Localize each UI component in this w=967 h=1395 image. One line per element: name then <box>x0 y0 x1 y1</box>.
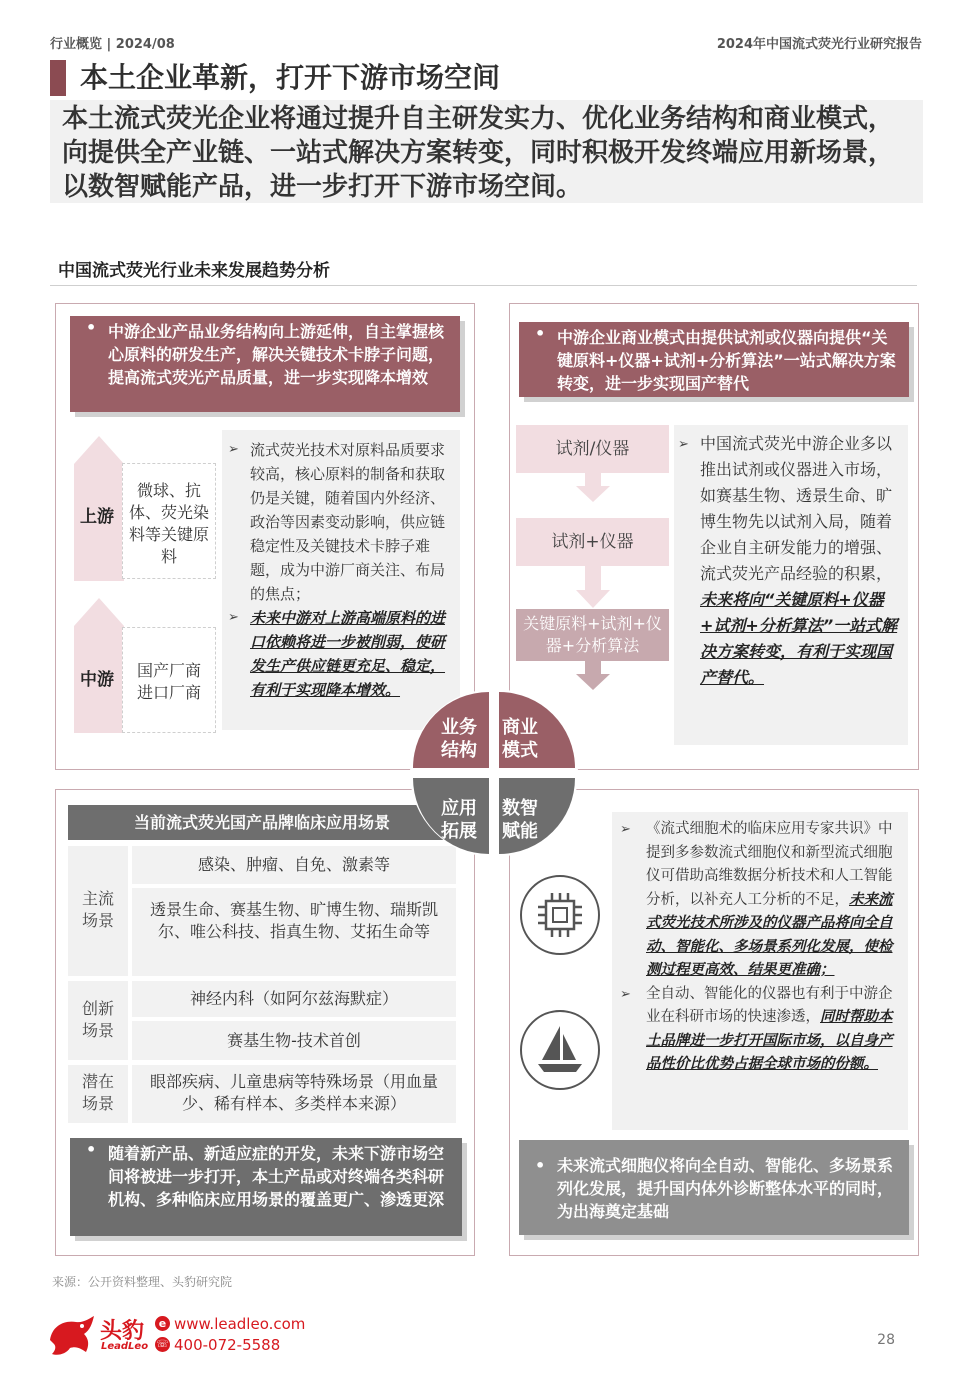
phone-icon: ☏ <box>156 1339 169 1350</box>
digital-text-1: 《流式细胞术的临床应用专家共识》中提到多参数流式细胞仪和新型流式细胞仪可借助高维数据分析技术和人工智能分析，以补充人工分析的不足， <box>646 821 893 908</box>
leadleo-logo-icon <box>46 1314 96 1358</box>
midstream-label: 中游 <box>80 670 114 690</box>
step-full-solution-label: 关键原料+试剂+仪器+分析算法 <box>523 614 662 655</box>
bullet-icon: • <box>535 1156 546 1175</box>
globe-icon: e <box>155 1316 170 1331</box>
upstream-items: 微球、抗体、荧光染料等关键原料 <box>128 481 209 566</box>
row-head-text: 潜在场景 <box>81 1072 114 1113</box>
title-accent-bar <box>50 60 66 96</box>
step-reagent-or-instrument: 试剂/仪器 <box>516 425 669 473</box>
arrow-bullet-icon: ➢ <box>228 442 239 457</box>
quadrant-digital-empowerment: 数智赋能 <box>502 798 538 842</box>
banner-application-expansion <box>70 1138 462 1236</box>
banner-business-structure <box>70 316 460 412</box>
sailboat-icon-circle <box>520 1010 600 1090</box>
quadrant-business-structure: 业务结构 <box>441 717 477 761</box>
source-note: 来源：公开资料整理、头豹研究院 <box>52 1275 233 1289</box>
business-structure-text-1: 流式荧光技术对原料品质要求较高，核心原料的制备和获取仍是关键，随着国内外经济、政治等因素变动影响，供应链稳定性及关键技术卡脖子难题，成为中游厂商关注、布局的焦点； <box>250 441 446 603</box>
business-structure-text-box <box>222 430 460 730</box>
arrow-bullet-icon: ➢ <box>620 822 631 837</box>
digital-text-1b: 未来流式荧光技术所涉及的仪器产品将向全自动、智能化、多场景系列化发展，使检测过程更高效、结果更准确； <box>646 891 893 978</box>
lead-paragraph: 本土流式荧光企业将通过提升自主研发实力、优化业务结构和商业模式，向提供全产业链、一站式解决方案转变，同时积极开发终端应用新场景，以数智赋能产品，进一步打开下游市场空间。 <box>50 100 923 203</box>
quadrant-application-expansion: 应用拓展 <box>441 798 477 842</box>
step-full-solution <box>516 609 669 661</box>
section-divider <box>50 285 917 286</box>
quadrant-business-model: 商业模式 <box>502 717 538 761</box>
business-model-text-box <box>674 425 908 745</box>
scenario-table-title: 当前流式荧光国产品牌临床应用场景 <box>68 805 456 840</box>
digital-text-2: 全自动、智能化的仪器也有利于中游企业在科研市场的快速渗透， <box>646 985 893 1025</box>
website-link[interactable]: www.leadleo.com <box>174 1315 306 1333</box>
business-model-text-2: 未来将向“关键原料+仪器+试剂+分析算法”一站式解决方案转变，有利于实现国产替代。 <box>700 590 898 687</box>
row-head-innovation <box>68 981 128 1060</box>
banner-business-model <box>519 322 909 397</box>
step-reagent-plus-instrument: 试剂+仪器 <box>516 518 669 566</box>
cell-potential-1: 眼部疾病、儿童患病等特殊场景（用血量少、稀有样本、多类样本来源） <box>132 1065 456 1123</box>
step-down-arrow-icon <box>576 566 610 608</box>
header-right: 2024年中国流式荧光行业研究报告 <box>716 37 922 52</box>
banner-text: 未来流式细胞仪将向全自动、智能化、多场景系列化发展，提升国内体外诊断整体水平的同时，为出海奠定基础 <box>557 1156 894 1221</box>
cell-mainstream-1: 感染、肿瘤、自免、激素等 <box>132 846 456 884</box>
chip-icon-circle <box>520 875 600 955</box>
step-down-arrow-icon <box>576 472 610 502</box>
banner-text: 随着新产品、新适应症的开发，未来下游市场空间将被进一步打开，本土产品或对终端各类科研机构、多种临床应用场景的覆盖更广、渗透更深 <box>108 1144 445 1209</box>
banner-text: 中游企业产品业务结构向上游延伸，自主掌握核心原料的研发生产，解决关键技术卡脖子问题，提高流式荧光产品质量，进一步实现降本增效 <box>108 322 445 387</box>
page-title: 本土企业革新，打开下游市场空间 <box>80 61 501 94</box>
business-model-text-1: 中国流式荧光中游企业多以推出试剂或仪器进入市场，如赛基生物、透景生命、旷博生物先以试剂入局，随着企业自主研发能力的增强、流式荧光产品经验的积累， <box>700 434 893 583</box>
chip-icon <box>522 877 598 953</box>
arrow-bullet-icon: ➢ <box>678 437 689 452</box>
midstream-items-box <box>122 627 216 733</box>
section-title: 中国流式荧光行业未来发展趋势分析 <box>58 261 330 281</box>
bullet-icon: • <box>86 1140 97 1159</box>
upstream-items-box <box>122 463 216 579</box>
cell-mainstream-2: 透景生命、赛基生物、旷博生物、瑞斯凯尔、唯公科技、指真生物、艾拓生命等 <box>132 888 456 976</box>
phone-number: 400-072-5588 <box>174 1336 281 1354</box>
banner-text: 中游企业商业模式由提供试剂或仪器向提供“关键原料+仪器+试剂+分析算法”一站式解决方案转变，进一步实现国产替代 <box>557 328 896 393</box>
digital-empowerment-text-box <box>612 812 908 1130</box>
header-left: 行业概览 | 2024/08 <box>50 37 175 52</box>
sailboat-icon <box>522 1012 598 1088</box>
bullet-icon: • <box>535 324 546 343</box>
business-structure-text-2: 未来中游对上游高端原料的进口依赖将进一步被削弱，使研发生产供应链更充足、稳定，有利于实现降本增效。 <box>250 609 446 699</box>
row-head-potential <box>68 1065 128 1123</box>
digital-text-2b: 同时帮助本土品牌进一步打开国际市场，以自身产品性价比优势占据全球市场的份额。 <box>646 1009 893 1072</box>
arrow-bullet-icon: ➢ <box>228 610 239 625</box>
cell-innovation-2: 赛基生物-技术首创 <box>132 1021 456 1060</box>
row-head-text: 主流场景 <box>81 889 114 930</box>
step-down-arrow-icon <box>576 660 610 690</box>
brand-name-en: LeadLeo <box>101 1341 149 1352</box>
row-head-text: 创新场景 <box>81 999 114 1040</box>
midstream-items: 国产厂商进口厂商 <box>136 661 201 702</box>
upstream-label: 上游 <box>80 507 114 527</box>
arrow-bullet-icon: ➢ <box>620 986 631 1002</box>
banner-digital-empowerment <box>519 1140 909 1235</box>
bullet-icon: • <box>86 318 97 337</box>
brand-name-cn: 头豹 <box>100 1319 145 1344</box>
row-head-mainstream <box>68 846 128 976</box>
cell-innovation-1: 神经内科（如阿尔兹海默症） <box>132 981 456 1017</box>
page-number: 28 <box>877 1332 895 1348</box>
